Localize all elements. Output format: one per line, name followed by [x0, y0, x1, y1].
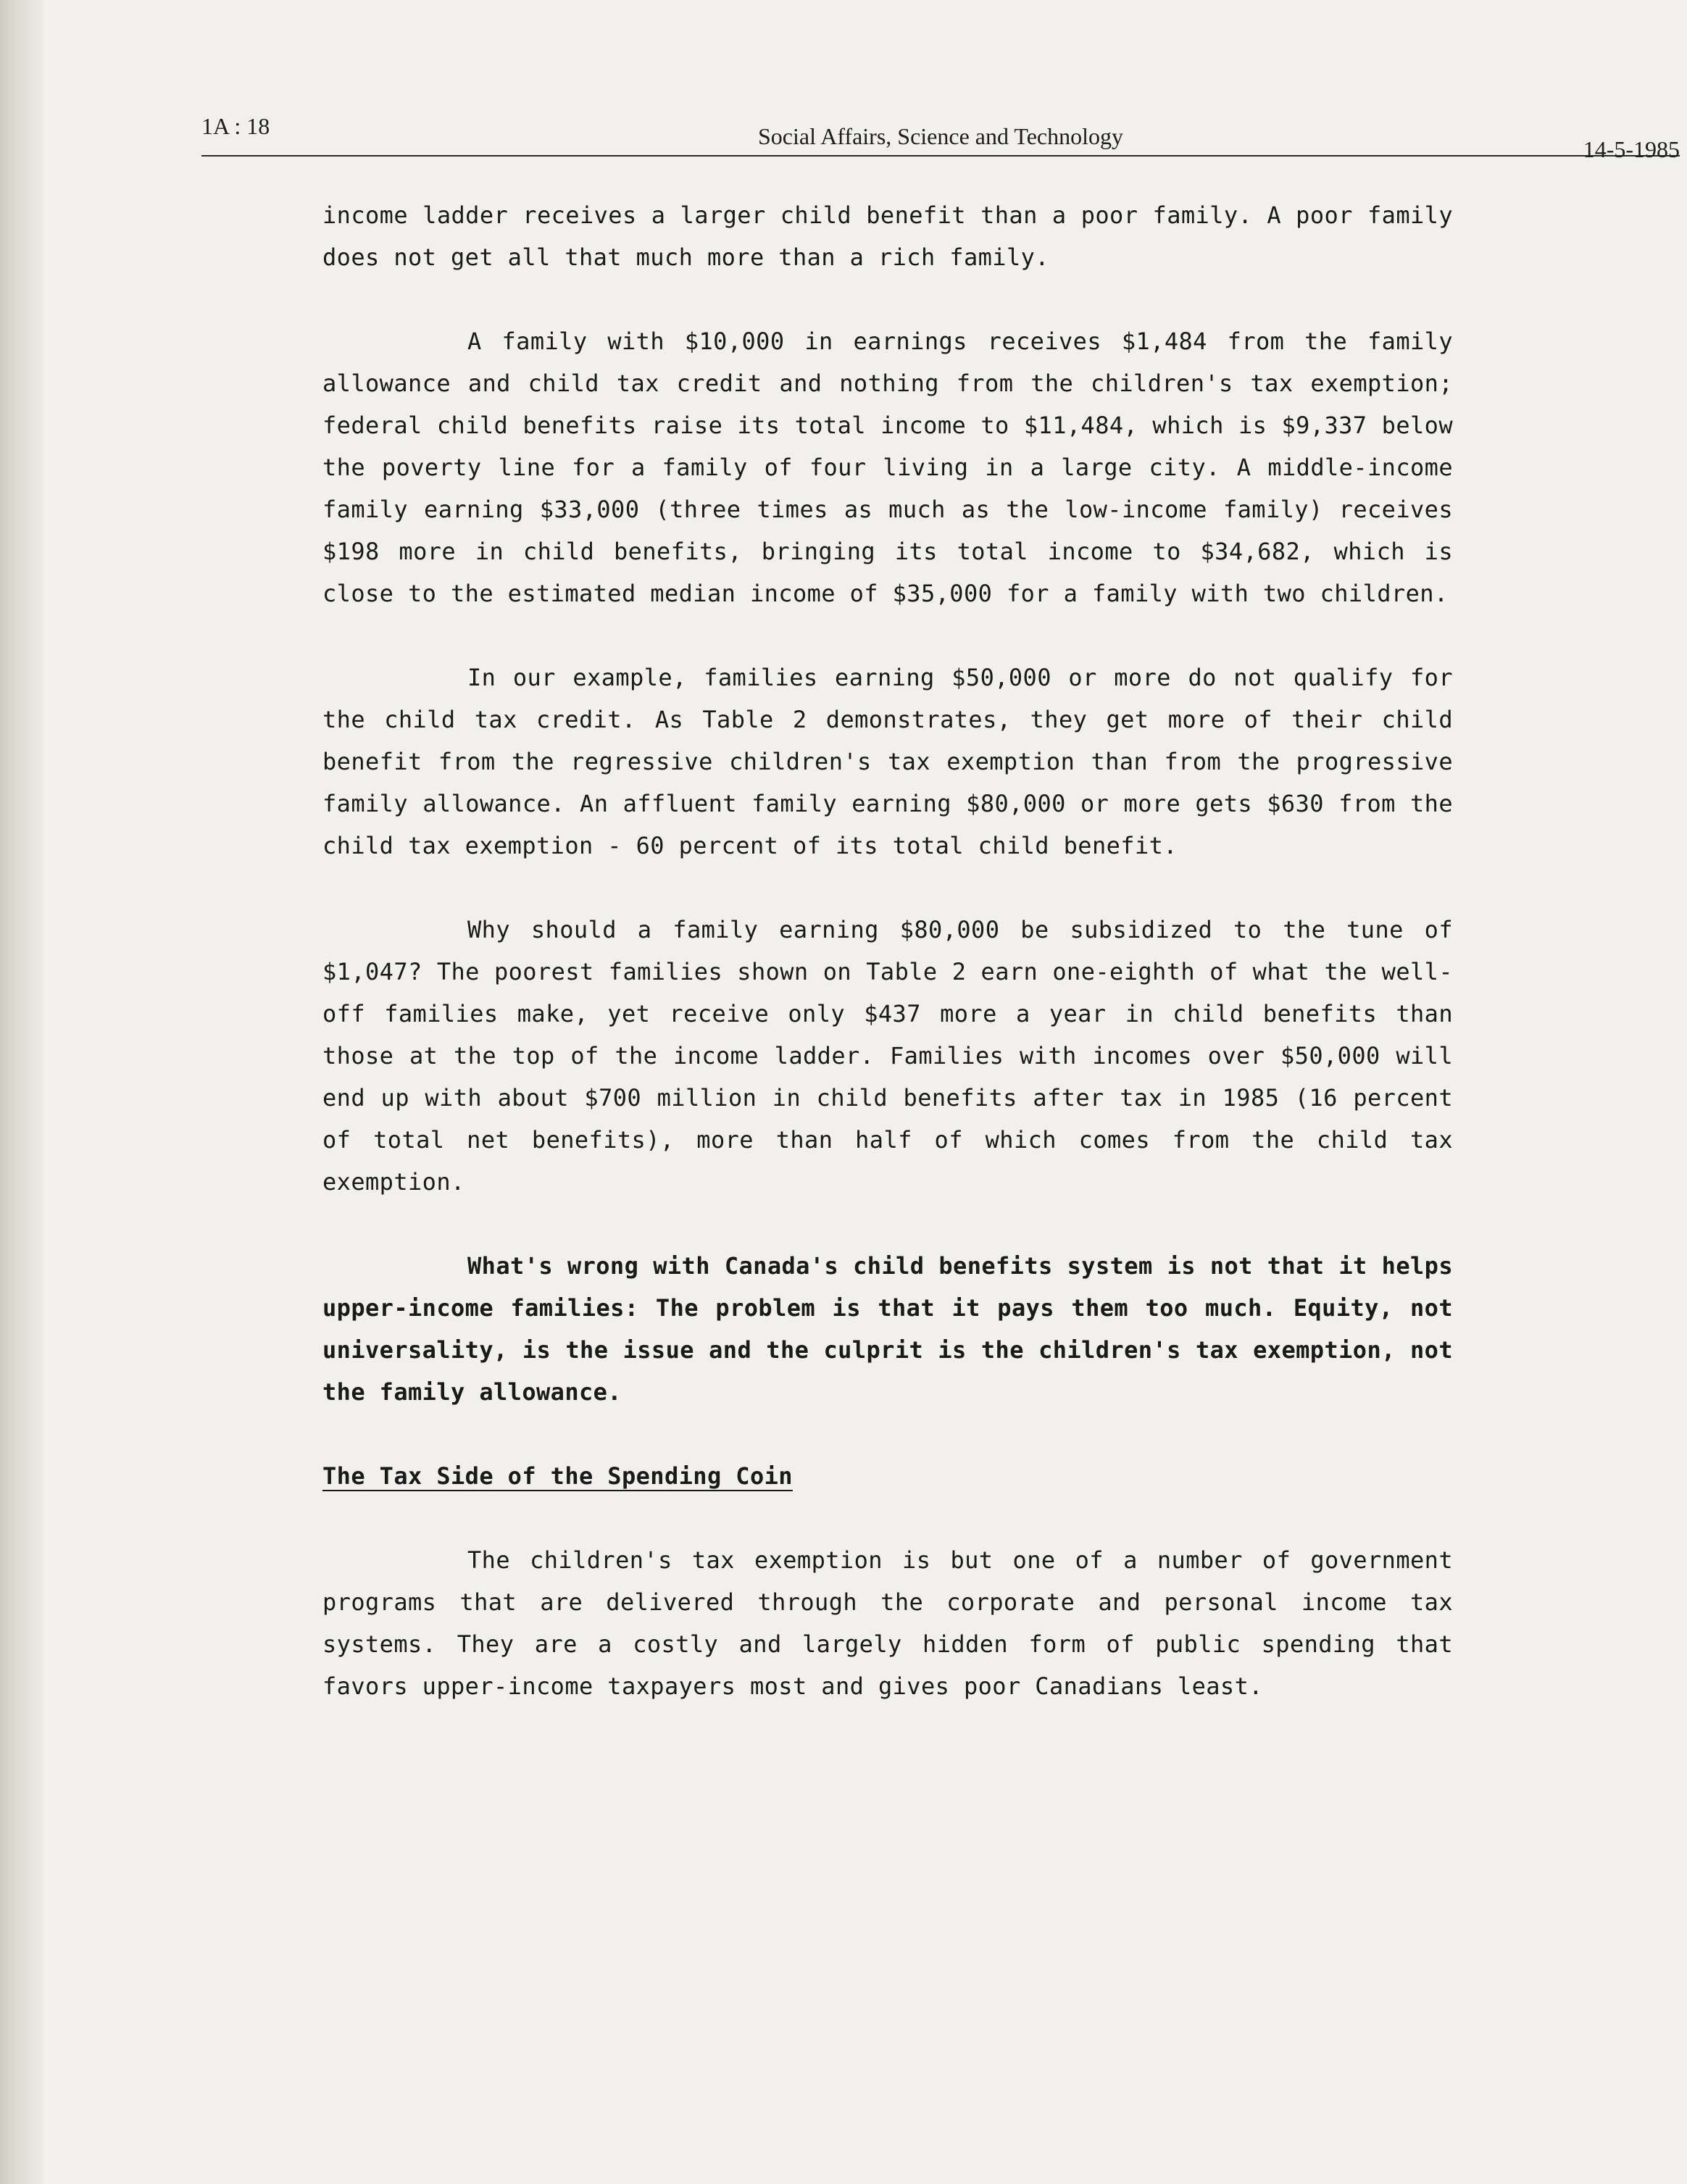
paragraph-continuation: income ladder receives a larger child benefit than a poor family. A poor family does not get all that much more than a rich family. — [322, 201, 1453, 271]
page-reference: 1A : 18 — [201, 113, 270, 139]
paragraph-family-example: A family with $10,000 in earnings receives $1,484 from the family allowance and child tax credit and nothing from the children's tax exemption; federal child benefits raise its total income to $11,484, which is $9,337 below the poverty line for a family of four living in a large city. A middle-income family earning $33,000 (three times as much as the low-income family) receives $198 more in child benefits, bringing its total income to $34,682, which is close to the estimated median income of $35,000 for a family with two children. — [322, 328, 1453, 607]
running-title: Social Affairs, Science and Technology — [758, 123, 1123, 149]
paragraph-subsidy-question: Why should a family earning $80,000 be subsidized to the tune of $1,047? The poorest families shown on Table 2 earn one-eighth of what the well-off families make, yet receive only $437 more a year in child benefits than those at the top of the income ladder. Families with incomes over $50,000 will end up with about $700 million in child benefits after tax in 1985 (16 percent of total net benefits), more than half of which comes from the child tax exemption. — [322, 916, 1453, 1196]
document-body — [322, 194, 1453, 1749]
section-heading: The Tax Side of the Spending Coin — [322, 1462, 793, 1490]
issue-date: 14-5-1985 — [1583, 136, 1680, 162]
paragraph-table-2: In our example, families earning $50,000 or more do not qualify for the child tax credit. As Table 2 demonstrates, they get more of their child benefit from the regressive children's tax exemption than from the progressive family allowance. An affluent family earning $80,000 or more gets $630 from the child tax exemption - 60 percent of its total child benefit. — [322, 664, 1453, 859]
paragraph-key-conclusion: What's wrong with Canada's child benefits system is not that it helps upper-income families: The problem is that it pays them too much. Equity, not universality, is the issue and the culprit is the children's tax exemption, not the family allowance. — [322, 1252, 1453, 1406]
paragraph-tax-side: The children's tax exemption is but one of a number of government programs that are delivered through the corporate and personal income tax systems. They are a costly and largely hidden form of public spending that favors upper-income taxpayers most and gives poor Canadians least. — [322, 1546, 1453, 1700]
page-header — [201, 109, 1680, 162]
page-binding-edge — [0, 0, 43, 2184]
